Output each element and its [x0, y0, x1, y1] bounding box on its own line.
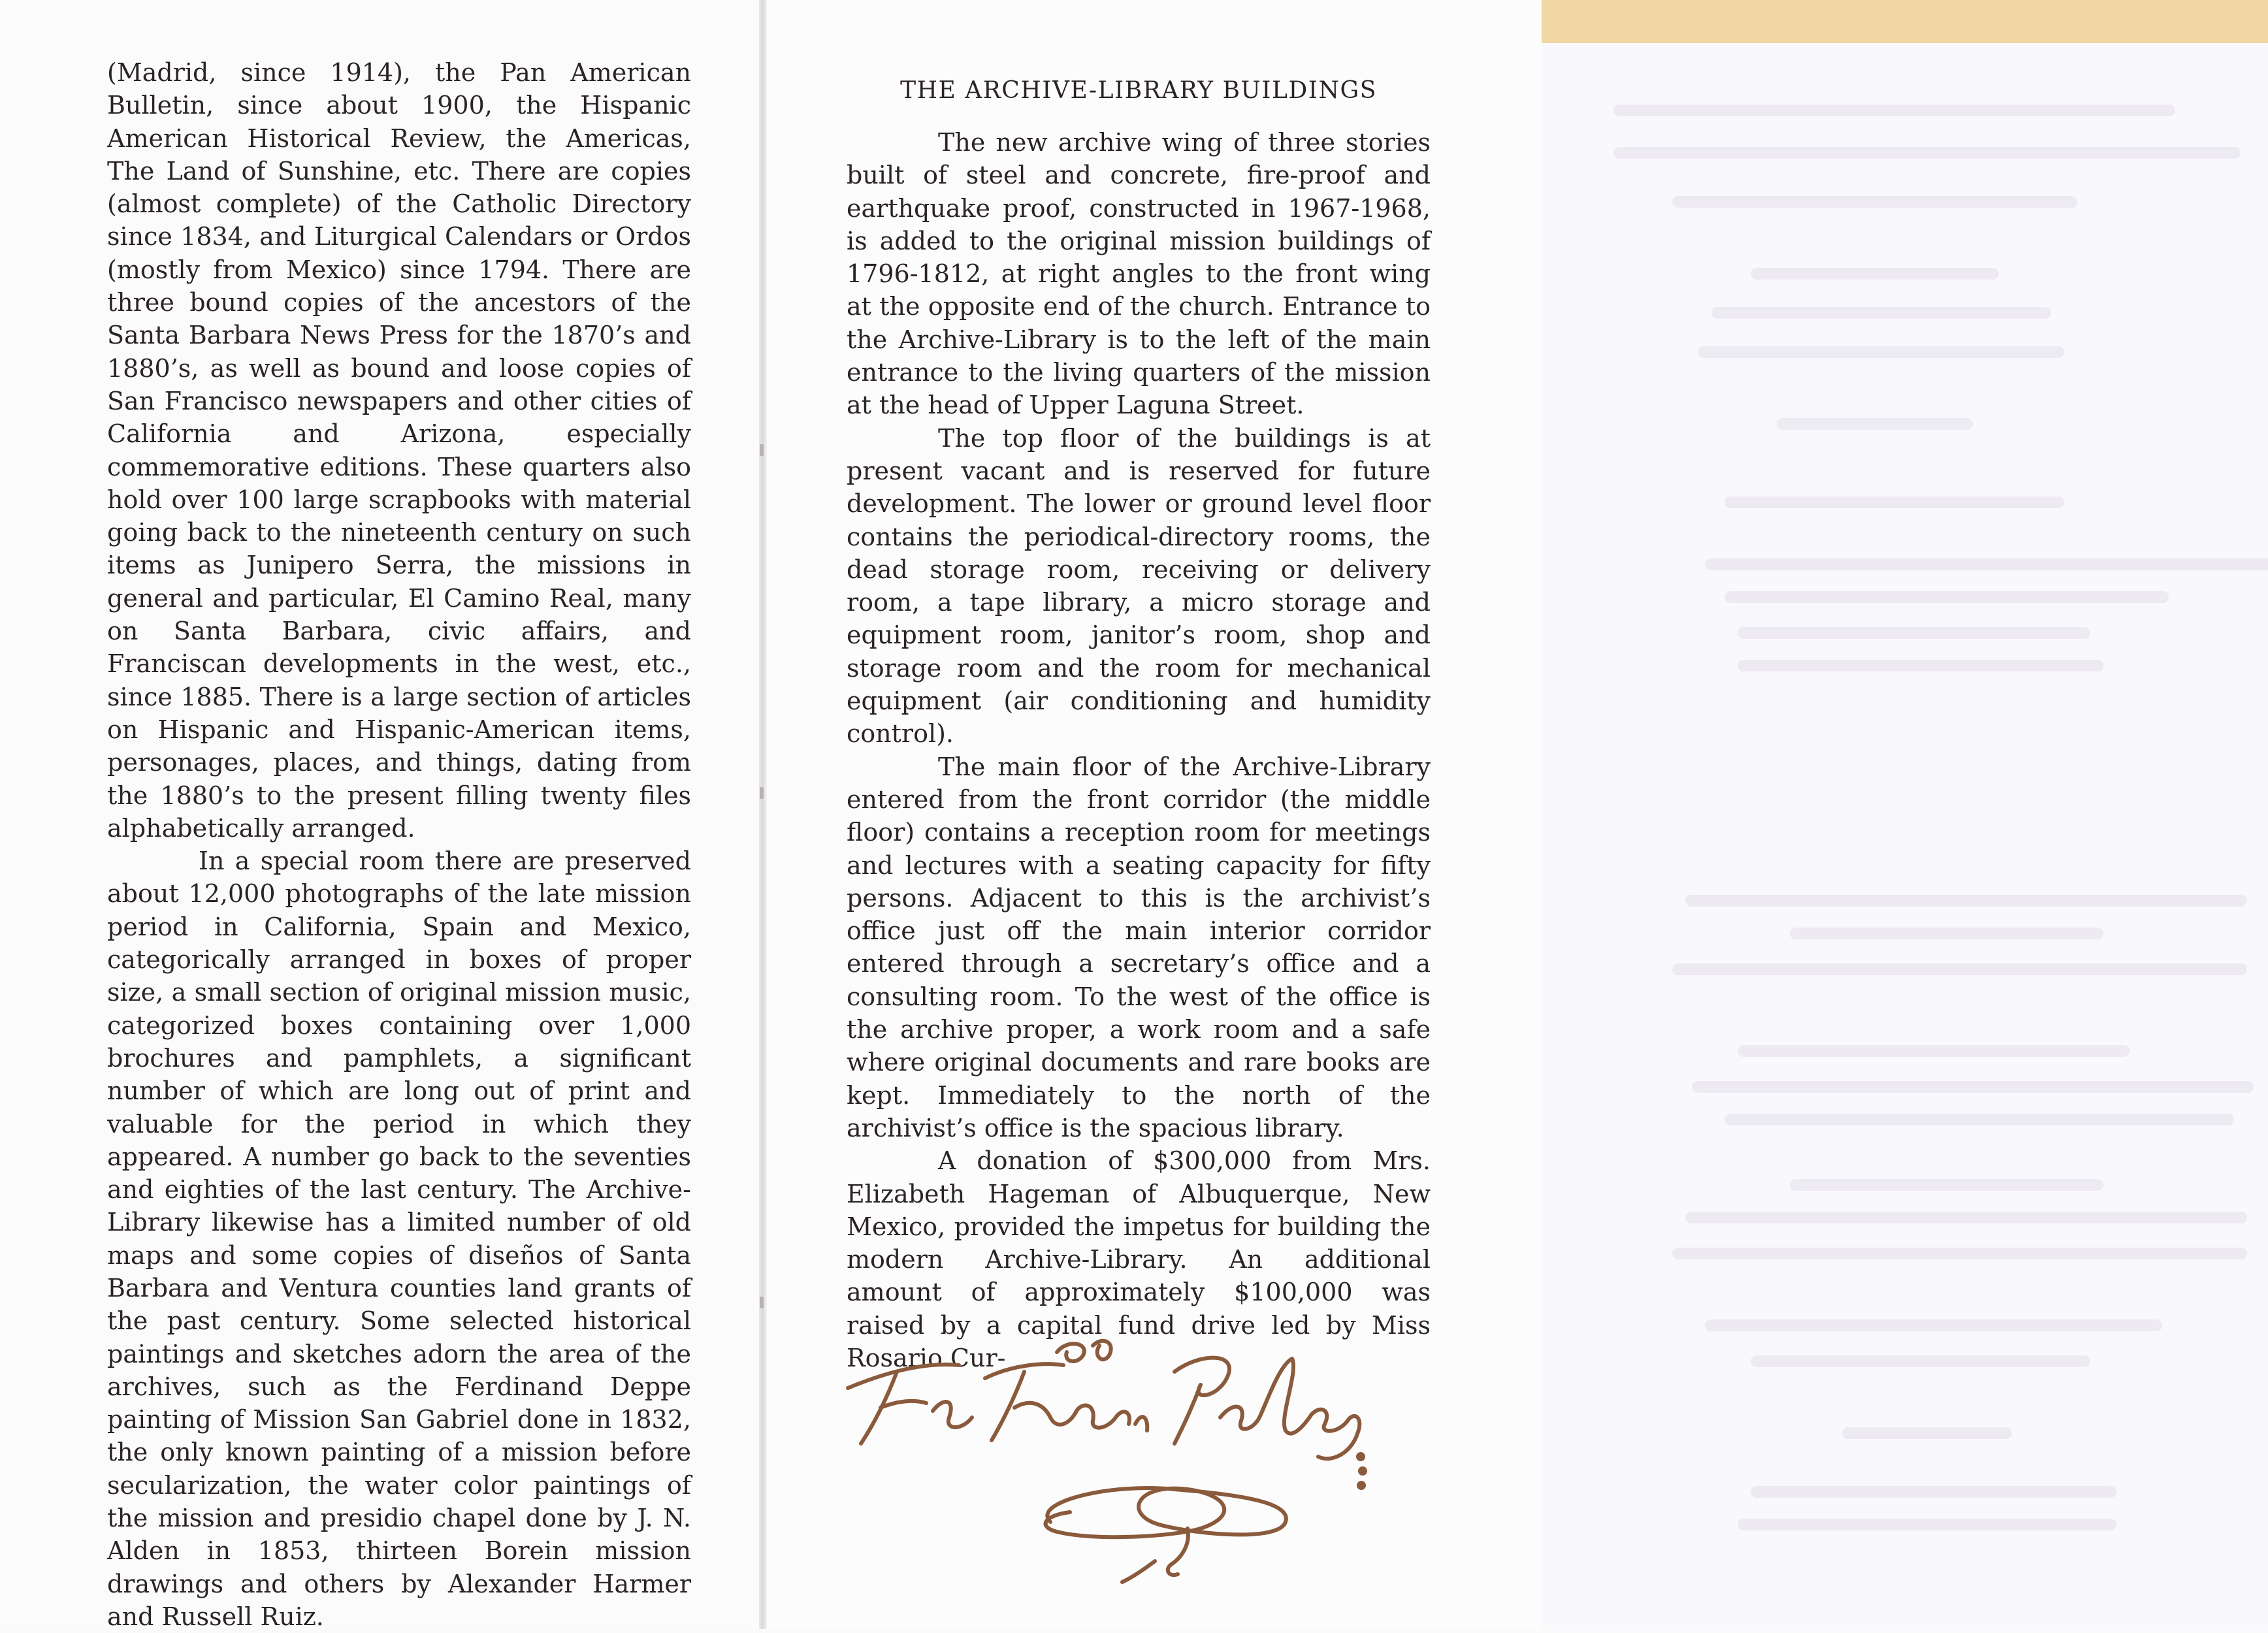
bleed-through-line [1705, 1319, 2162, 1331]
bleed-through-line [1692, 1081, 2254, 1093]
bleed-through-line [1738, 1045, 2130, 1057]
bleed-through-line [1672, 1248, 2247, 1259]
bleed-through-line [1751, 1355, 2090, 1367]
paragraph: The main floor of the Archive-Library entered from the front corridor (the middle floor) contains a reception room for meetings and lectures with a seating capacity for fifty persons. Adjacent to this is the archivist’s office just off the main interior corridor entered through a secretary’s office and a consulting room. To the west of the office is the archive proper, a work room and a safe where original documents and rare books are kept. Immediately to the north of the archivist’s office is the spacious library. [847, 752, 1431, 1142]
handwritten-signature [835, 1326, 1390, 1587]
bleed-through-line [1685, 895, 2247, 907]
bleed-through-line [1738, 1519, 2116, 1530]
paragraph: In a special room there are preserved about 12,000 photographs of the late mission period in California, Spain and Mexico, categorically arranged in boxes of proper size, a small section of original mission music, categorized boxes containing over 1,000 brochures and pamphlets, a significant number of which are long out of print and valuable for the period in which they appeared. A number go back to the seventies and eighties of the last century. The Archive-Library likewise has a limited number of old maps and some copies of diseños of Santa Barbara and Ventura counties land grants of the past century. Some selected historical paintings and sketches adorn the area of the archives, such as the Ferdinand Deppe painting of Mission San Gabriel done in 1832, the only known painting of a mission before secularization, the water color paintings of the mission and presidio chapel done by J. N. Alden in 1853, thirteen Borein mission drawings and others by Alexander Harmer and Russell Ruiz. [107, 847, 691, 1631]
bleed-through-line [1725, 496, 2064, 508]
bleed-through-line [1790, 1179, 2103, 1191]
paragraph: (Madrid, since 1914), the Pan American Bulletin, since about 1900, the Hispanic American Historical Review, the Americas, The Land of Sunshine, etc. There are copies (almost complete) of the Catholic Directory since 1834, and Liturgical Calendars or Ordos (mostly from Mexico) since 1794. There are three bound copies of the ancestors of the Santa Barbara News Press for the 1870’s and 1880’s, as well as bound and loose copies of San Francisco newspapers and other cities of California and Arizona, especially commemorative editions. These quarters also hold over 100 large scrapbooks with material going back to the nineteenth century on such items as Junipero Serra, the missions in general and particular, El Camino Real, many on Santa Barbara, civic affairs, and Franciscan developments in the west, etc., since 1885. There is a large section of articles on Hispanic and Hispanic-American items, personages, places, and things, dating from the 1880’s to the present filling twenty files alphabetically arranged. [107, 58, 691, 843]
bleed-through-line [1751, 1486, 2116, 1498]
right-page-bleed-through [1542, 0, 2268, 1629]
bleed-through-line [1613, 147, 2241, 159]
binding-stitch [760, 787, 764, 799]
paragraph: The new archive wing of three stories built of steel and concrete, fire-proof and earthquake proof, constructed in 1967-1968, is added to the original mission buildings of 1796-1812, at right angles to the front wing at the opposite end of the church. Entrance to the Archive-Library is to the left of the main entrance to the living quarters of the mission at the head of Upper Laguna Street. [847, 128, 1431, 420]
bleed-through-line [1725, 591, 2169, 603]
binding-stitch [760, 1297, 764, 1308]
bleed-through-line [1672, 963, 2247, 975]
bleed-through-line [1711, 307, 2051, 319]
left-page-text [107, 56, 691, 1633]
bleed-through-line [1842, 1427, 2012, 1439]
bleed-through-line [1751, 268, 1999, 280]
bleed-through-line [1725, 1114, 2234, 1125]
paragraph: The top floor of the buildings is at present vacant and is reserved for future development. The lower or ground level floor contains the periodical-directory rooms, the dead storage room, receiving or delivery room, a tape library, a micro storage and equipment room, janitor’s room, shop and storage room and the room for mechanical equipment (air conditioning and humidity control). [847, 423, 1431, 749]
paragraph: A donation of $300,000 from Mrs. Elizabeth Hageman of Albuquerque, New Mexico, provided the impetus for building the modern Archive-Library. An additional amount of approximately $100,000 was raised by a capital fund drive led by Miss Rosario Cur- [847, 1146, 1431, 1372]
section-heading: THE ARCHIVE-LIBRARY BUILDINGS [900, 77, 1377, 104]
book-gutter [759, 0, 767, 1629]
bleed-through-line [1613, 105, 2175, 116]
bleed-through-line [1672, 196, 2077, 208]
bleed-through-line [1777, 418, 1973, 430]
bleed-through-line [1738, 627, 2090, 639]
binding-stitch [760, 444, 764, 456]
bleed-through-line [1738, 660, 2103, 671]
middle-page-text [847, 126, 1431, 1374]
bleed-through-line [1685, 1212, 2247, 1223]
bleed-through-line [1705, 558, 2268, 570]
bleed-through-line [1790, 928, 2103, 939]
tan-paper-edge [1542, 0, 2268, 43]
bleed-through-line [1698, 346, 2064, 358]
